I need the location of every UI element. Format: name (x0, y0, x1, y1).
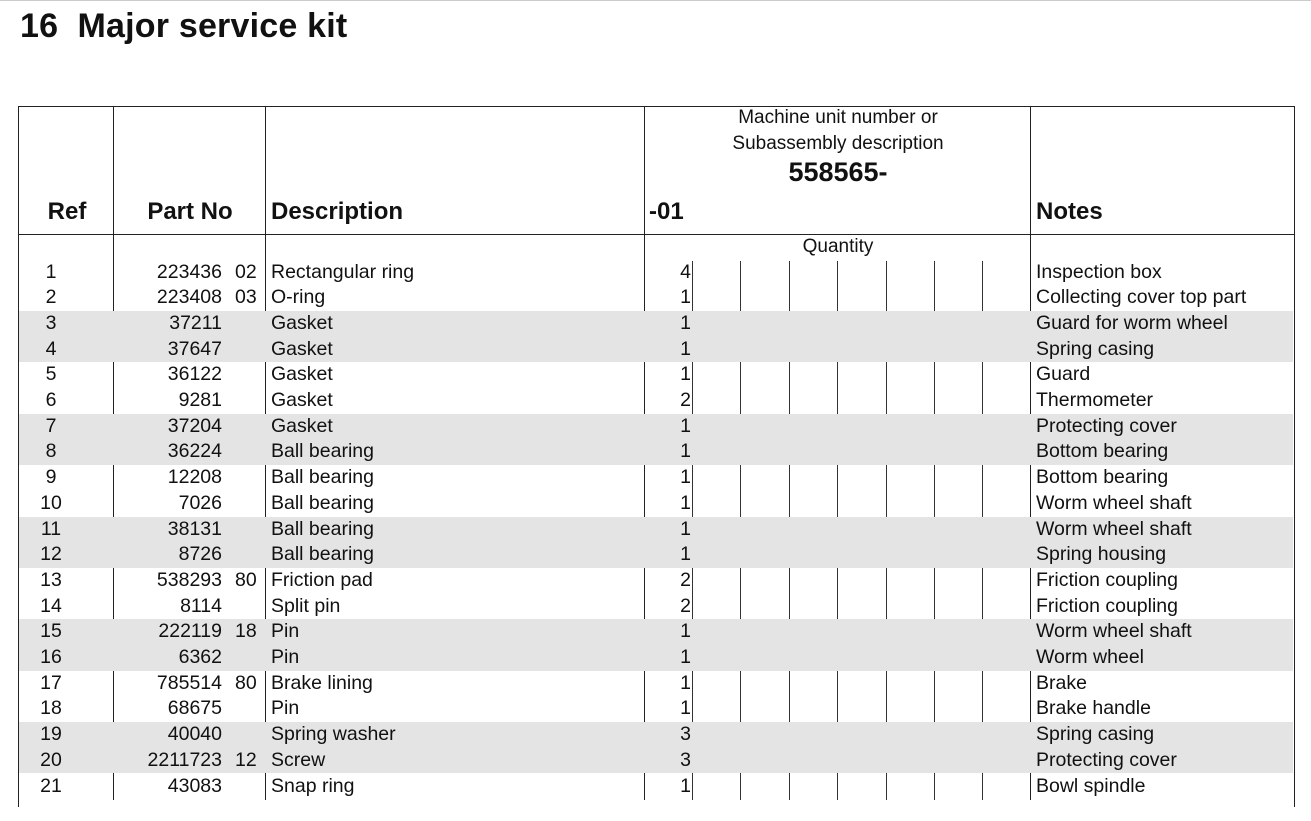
description-cell: Ball bearing (271, 491, 374, 514)
table-row (19, 285, 1293, 311)
part-suffix-cell: 80 (235, 568, 257, 591)
quantity-cell: 2 (680, 389, 691, 411)
notes-cell: Worm wheel shaft (1036, 491, 1192, 514)
section-number: 16 (20, 7, 59, 45)
header-ref: Ref (47, 198, 87, 225)
quantity-cell: 1 (680, 646, 691, 668)
part-number-cell: 36224 (167, 440, 222, 463)
header-machine-line1: Machine unit number or (738, 107, 938, 128)
notes-cell: Friction coupling (1036, 594, 1178, 617)
quantity-cell: 2 (680, 594, 691, 617)
notes-cell: Bowl spindle (1036, 774, 1146, 797)
table-row (19, 722, 1293, 748)
header-part-no: Part No (147, 198, 233, 225)
header-variant: -01 (649, 198, 684, 225)
ref-cell: 16 (40, 646, 62, 668)
part-suffix-cell: 12 (235, 748, 257, 771)
header-notes: Notes (1036, 198, 1103, 225)
ref-cell: 11 (40, 517, 62, 540)
description-cell: Pin (271, 620, 300, 643)
ref-cell: 1 (45, 260, 57, 283)
part-number-cell: 223436 (156, 260, 222, 283)
notes-cell: Guard for worm wheel (1036, 311, 1228, 334)
table-row (19, 542, 1293, 568)
description-cell: Gasket (271, 363, 333, 386)
description-cell: Gasket (271, 389, 333, 411)
part-number-cell: 12208 (167, 466, 222, 489)
description-cell: Ball bearing (271, 543, 374, 566)
quantity-cell: 1 (680, 671, 691, 694)
table-row (19, 388, 1293, 414)
table-row (19, 645, 1293, 671)
description-cell: Ball bearing (271, 440, 374, 463)
table-row (19, 774, 1293, 800)
table-row (19, 748, 1293, 774)
notes-cell: Friction coupling (1036, 568, 1178, 591)
quantity-cell: 1 (680, 440, 691, 463)
description-cell: Brake lining (271, 671, 373, 694)
description-cell: Ball bearing (271, 466, 374, 489)
description-cell: Gasket (271, 337, 333, 360)
notes-cell: Spring housing (1036, 543, 1167, 566)
table-row (19, 491, 1293, 517)
header-description: Description (271, 198, 404, 225)
ref-cell: 18 (40, 697, 62, 720)
notes-cell: Bottom bearing (1036, 440, 1169, 463)
part-number-cell: 37204 (167, 414, 222, 437)
description-cell: Snap ring (271, 774, 355, 797)
quantity-cell: 1 (680, 620, 691, 643)
part-number-cell: 37647 (167, 337, 222, 360)
notes-cell: Inspection box (1036, 260, 1162, 283)
quantity-cell: 1 (680, 774, 691, 797)
table-row (19, 696, 1293, 722)
ref-cell: 2 (45, 286, 57, 309)
description-cell: Ball bearing (271, 517, 374, 540)
quantity-label: Quantity (802, 236, 874, 257)
part-number-cell: 223408 (156, 286, 222, 309)
ref-cell: 13 (40, 568, 62, 591)
quantity-cell: 1 (680, 543, 691, 566)
ref-cell: 3 (45, 311, 57, 334)
part-number-cell: 43083 (167, 774, 222, 797)
table-row (19, 362, 1293, 388)
part-number-cell: 68675 (167, 697, 222, 720)
notes-cell: Worm wheel (1036, 646, 1145, 668)
notes-cell: Worm wheel shaft (1036, 620, 1192, 643)
description-cell: Friction pad (271, 568, 373, 591)
quantity-cell: 3 (680, 748, 691, 771)
description-cell: Rectangular ring (271, 260, 415, 283)
description-cell: Spring washer (271, 723, 396, 746)
part-number-cell: 40040 (167, 723, 222, 746)
table-row (19, 260, 1293, 286)
notes-cell: Spring casing (1036, 723, 1155, 746)
description-cell: Pin (271, 646, 300, 668)
ref-cell: 8 (45, 440, 57, 463)
ref-cell: 9 (45, 466, 57, 489)
table-row (19, 337, 1293, 363)
ref-cell: 20 (40, 748, 62, 771)
description-cell: Screw (271, 748, 326, 771)
ref-cell: 14 (40, 594, 62, 617)
notes-cell: Thermometer (1036, 389, 1154, 411)
description-cell: Pin (271, 697, 300, 720)
table-row (19, 311, 1293, 337)
notes-cell: Brake handle (1036, 697, 1151, 720)
notes-cell: Worm wheel shaft (1036, 517, 1192, 540)
quantity-cell: 1 (680, 466, 691, 489)
table-row (19, 568, 1293, 594)
part-suffix-cell: 80 (235, 671, 257, 694)
quantity-cell: 1 (680, 491, 691, 514)
table-row (19, 465, 1293, 491)
ref-cell: 17 (40, 671, 62, 694)
quantity-cell: 1 (680, 363, 691, 386)
description-cell: Gasket (271, 414, 333, 437)
notes-cell: Protecting cover (1036, 414, 1177, 437)
ref-cell: 10 (40, 491, 62, 514)
table-row (19, 517, 1293, 543)
part-number-cell: 222119 (158, 620, 222, 643)
title-text: Major service kit (77, 7, 348, 45)
quantity-cell: 1 (680, 311, 691, 334)
quantity-cell: 2 (680, 568, 691, 591)
quantity-cell: 1 (680, 286, 691, 309)
ref-cell: 7 (45, 414, 57, 437)
part-number-cell: 538293 (156, 568, 222, 591)
notes-cell: Spring casing (1036, 337, 1155, 360)
part-number-cell: 6362 (178, 646, 222, 668)
part-number-cell: 2211723 (147, 748, 222, 771)
page-title (20, 4, 347, 48)
part-number-cell: 37211 (169, 311, 222, 334)
part-number-cell: 7026 (178, 491, 222, 514)
ref-cell: 4 (45, 337, 57, 360)
notes-cell: Protecting cover (1036, 748, 1177, 771)
ref-cell: 5 (45, 363, 57, 386)
part-suffix-cell: 03 (235, 286, 257, 309)
header-machine-line2: Subassembly description (732, 133, 944, 154)
description-cell: O-ring (271, 286, 326, 309)
ref-cell: 15 (40, 620, 62, 643)
table-row (19, 439, 1293, 465)
part-number-cell: 785514 (156, 671, 222, 694)
ref-cell: 19 (40, 723, 62, 746)
quantity-cell: 1 (680, 517, 691, 540)
part-suffix-cell: 18 (235, 620, 257, 643)
part-number-cell: 38131 (167, 517, 222, 540)
part-number-cell: 8726 (178, 543, 222, 566)
top-rule (0, 0, 1311, 1)
quantity-cell: 1 (680, 337, 691, 360)
quantity-cell: 4 (680, 260, 691, 283)
description-cell: Split pin (271, 594, 341, 617)
table-row (19, 671, 1293, 697)
table-row (19, 414, 1293, 440)
quantity-cell: 1 (680, 697, 691, 720)
quantity-cell: 3 (680, 723, 691, 746)
part-number-cell: 8114 (180, 594, 222, 617)
notes-cell: Bottom bearing (1036, 466, 1169, 489)
ref-cell: 12 (40, 543, 62, 566)
table-row (19, 619, 1293, 645)
table-row (19, 594, 1293, 620)
part-number-cell: 9281 (178, 389, 222, 411)
part-number-cell: 36122 (167, 363, 222, 386)
part-suffix-cell: 02 (235, 260, 257, 283)
description-cell: Gasket (271, 311, 333, 334)
notes-cell: Collecting cover top part (1036, 286, 1247, 309)
notes-cell: Guard (1036, 363, 1091, 386)
notes-cell: Brake (1036, 671, 1087, 694)
quantity-cell: 1 (680, 414, 691, 437)
ref-cell: 21 (40, 774, 62, 797)
machine-unit-number: 558565- (788, 157, 888, 187)
ref-cell: 6 (45, 389, 57, 411)
